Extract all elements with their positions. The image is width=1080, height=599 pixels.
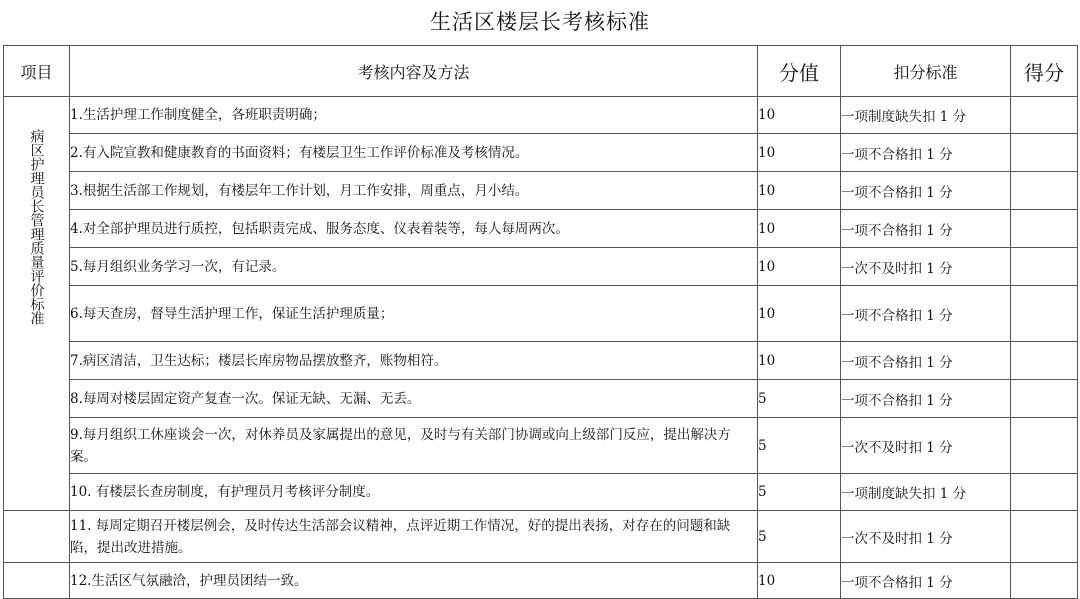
row-content: 5.每月组织业务学习一次，有记录。 <box>70 248 758 286</box>
table-row <box>4 172 1078 210</box>
category-cell <box>4 97 70 511</box>
row-earned <box>1011 511 1078 563</box>
row-earned <box>1011 380 1078 418</box>
row-content: 1.生活护理工作制度健全，各班职责明确； <box>70 97 758 134</box>
row-earned <box>1011 474 1078 511</box>
row-content: 7.病区清洁，卫生达标；楼层长库房物品摆放整齐，账物相符。 <box>70 342 758 380</box>
table-row <box>4 286 1078 342</box>
row-deduct: 一项不合格扣 1 分 <box>841 286 1011 342</box>
row-deduct: 一次不及时扣 1 分 <box>841 418 1011 474</box>
row-score: 10 <box>758 342 841 380</box>
row-score: 10 <box>758 172 841 210</box>
row-deduct: 一项不合格扣 1 分 <box>841 172 1011 210</box>
row-score: 5 <box>758 474 841 511</box>
row-deduct: 一项不合格扣 1 分 <box>841 210 1011 248</box>
table-row <box>4 474 1078 511</box>
row-earned <box>1011 248 1078 286</box>
header-item: 项目 <box>4 46 70 97</box>
category-cell-empty <box>4 511 70 563</box>
row-earned <box>1011 418 1078 474</box>
row-content: 9.每月组织工休座谈会一次，对休养员及家属提出的意见，及时与有关部门协调或向上级部门反应，提出解决方案。 <box>70 418 758 474</box>
row-deduct: 一项不合格扣 1 分 <box>841 380 1011 418</box>
category-cell-empty <box>4 563 70 599</box>
row-deduct: 一项不合格扣 1 分 <box>841 134 1011 172</box>
row-deduct: 一次不及时扣 1 分 <box>841 248 1011 286</box>
table-row <box>4 210 1078 248</box>
row-content: 3.根据生活部工作规划，有楼层年工作计划，月工作安排，周重点，月小结。 <box>70 172 758 210</box>
table-row <box>4 418 1078 474</box>
row-score: 10 <box>758 286 841 342</box>
row-content: 10. 有楼层长查房制度，有护理员月考核评分制度。 <box>70 474 758 511</box>
row-earned <box>1011 134 1078 172</box>
header-content: 考核内容及方法 <box>70 46 758 97</box>
row-deduct: 一项制度缺失扣 1 分 <box>841 474 1011 511</box>
page-title: 生活区楼层长考核标准 <box>430 10 650 34</box>
row-content: 11. 每周定期召开楼层例会，及时传达生活部会议精神，点评近期工作情况，好的提出表扬，对存在的问题和缺陷，提出改进措施。 <box>70 511 758 563</box>
row-score: 10 <box>758 563 841 599</box>
header-score: 分值 <box>758 46 841 97</box>
row-score: 10 <box>758 134 841 172</box>
row-score: 10 <box>758 248 841 286</box>
header-deduct: 扣分标准 <box>841 46 1011 97</box>
row-deduct: 一项制度缺失扣 1 分 <box>841 97 1011 134</box>
table-row <box>4 380 1078 418</box>
row-content: 6.每天查房，督导生活护理工作，保证生活护理质量； <box>70 286 758 342</box>
row-score: 5 <box>758 511 841 563</box>
table-row <box>4 97 1078 134</box>
row-deduct: 一项不合格扣 1 分 <box>841 342 1011 380</box>
table-row <box>4 134 1078 172</box>
row-score: 10 <box>758 97 841 134</box>
row-content: 4.对全部护理员进行质控，包括职责完成、服务态度、仪表着装等，每人每周两次。 <box>70 210 758 248</box>
row-score: 5 <box>758 418 841 474</box>
row-earned <box>1011 563 1078 599</box>
category-label: 病区护理员长管理质量评价标准 <box>28 128 45 325</box>
row-deduct: 一项不合格扣 1 分 <box>841 563 1011 599</box>
table-row <box>4 511 1078 563</box>
header-earned: 得分 <box>1011 46 1078 97</box>
row-deduct: 一次不及时扣 1 分 <box>841 511 1011 563</box>
row-score: 10 <box>758 210 841 248</box>
row-content: 8.每周对楼层固定资产复查一次。保证无缺、无漏、无丢。 <box>70 380 758 418</box>
table-row <box>4 248 1078 286</box>
table-row <box>4 342 1078 380</box>
assessment-table <box>3 45 1078 599</box>
row-score: 5 <box>758 380 841 418</box>
row-earned <box>1011 172 1078 210</box>
header-row <box>4 46 1078 97</box>
row-content: 12.生活区气氛融洽，护理员团结一致。 <box>70 563 758 599</box>
row-earned <box>1011 342 1078 380</box>
row-earned <box>1011 210 1078 248</box>
table-row <box>4 563 1078 599</box>
row-earned <box>1011 286 1078 342</box>
row-content: 2.有入院宣教和健康教育的书面资料；有楼层卫生工作评价标准及考核情况。 <box>70 134 758 172</box>
row-earned <box>1011 97 1078 134</box>
